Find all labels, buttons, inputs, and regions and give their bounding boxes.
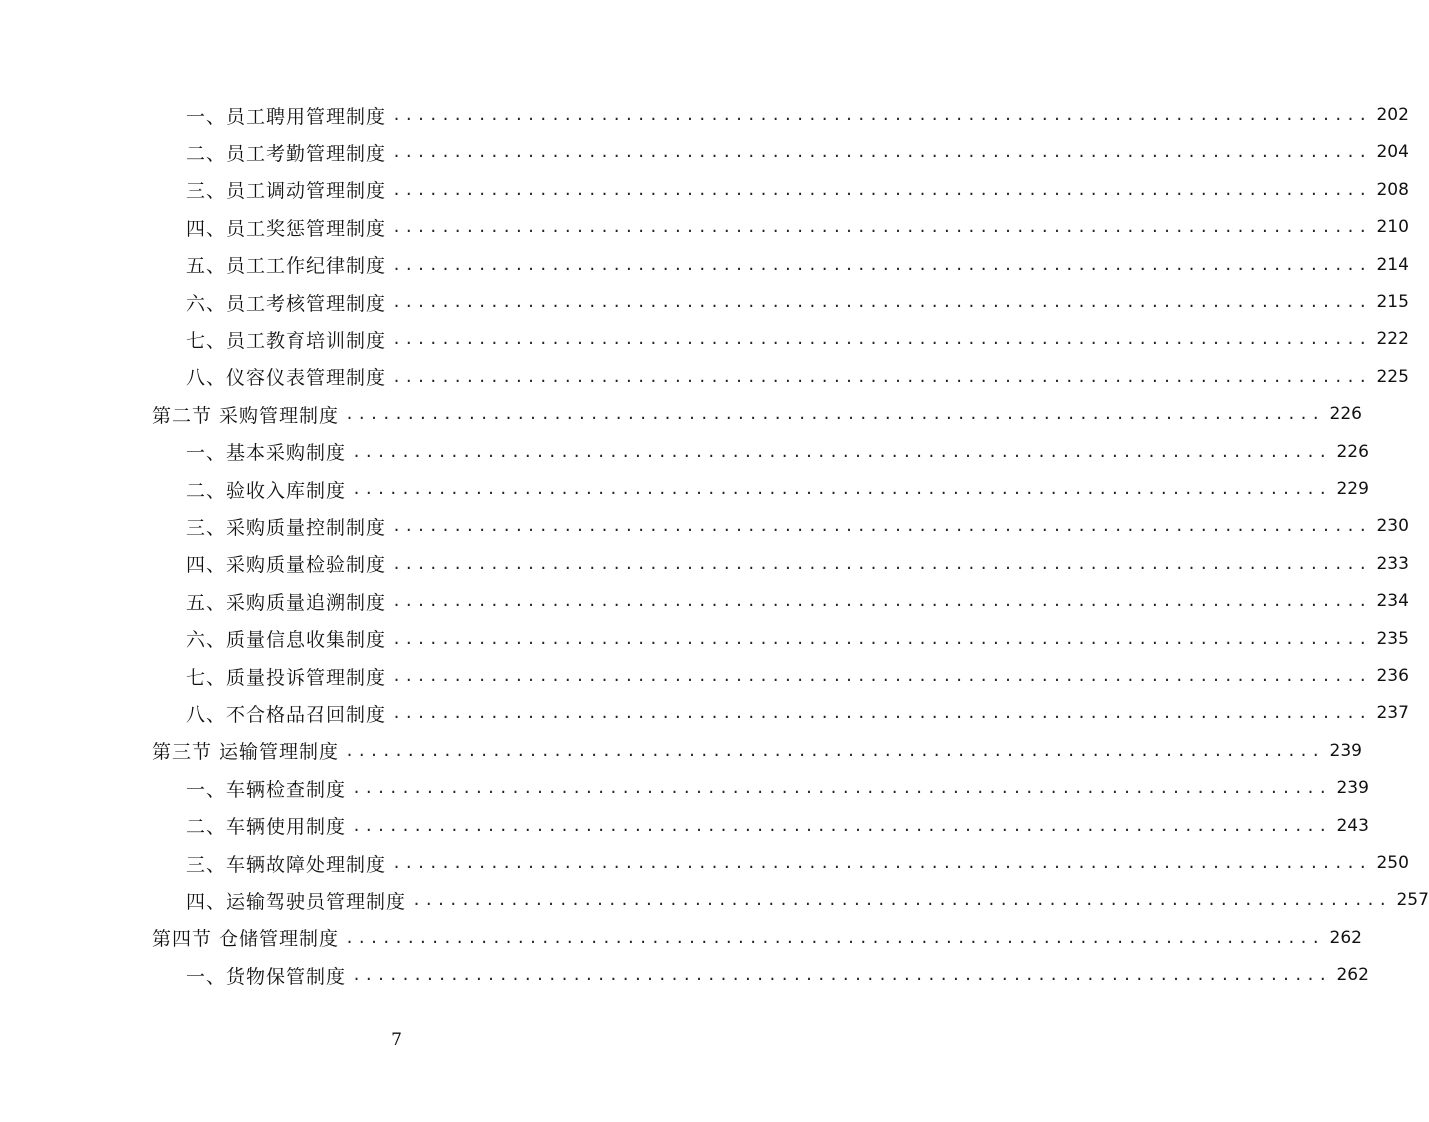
- toc-entry-page: 222: [1376, 329, 1409, 350]
- toc-entry-title: 四、运输驾驶员管理制度: [186, 890, 407, 913]
- dot-leader: ................................................................................: [392, 106, 1371, 124]
- toc-entry-title: 二、验收入库制度: [186, 479, 347, 502]
- dot-leader: ................................................................................: [352, 779, 1331, 798]
- toc-entry-page: 250: [1376, 853, 1409, 873]
- dot-leader: ................................................................................: [392, 517, 1371, 536]
- toc-entry-page: 243: [1336, 815, 1369, 836]
- toc-entry-page: 239: [1336, 778, 1369, 799]
- dot-leader: ................................................................................: [345, 741, 1324, 760]
- dot-leader: ................................................................................: [392, 180, 1371, 199]
- dot-leader: ................................................................................: [352, 816, 1331, 835]
- page-number: 7: [391, 1030, 402, 1050]
- toc-entry[interactable]: [186, 624, 1409, 654]
- toc-entry-page: 239: [1329, 740, 1362, 761]
- toc-entry-page: 204: [1376, 142, 1409, 163]
- toc-entry-page: 210: [1376, 217, 1409, 238]
- dot-leader: ................................................................................: [392, 255, 1371, 274]
- toc-entry-title: 第三节 运输管理制度: [152, 741, 340, 764]
- toc-entry[interactable]: [186, 661, 1409, 691]
- toc-entry[interactable]: [186, 362, 1409, 392]
- toc-entry-page: 237: [1376, 703, 1409, 724]
- toc-entry-page: 215: [1376, 292, 1409, 312]
- dot-leader: ................................................................................: [392, 592, 1371, 611]
- toc-entry[interactable]: [186, 811, 1369, 841]
- dot-leader: ................................................................................: [352, 480, 1331, 498]
- dot-leader: ................................................................................: [392, 704, 1371, 723]
- toc-entry-page: 214: [1376, 254, 1409, 275]
- toc-entry-title: 三、员工调动管理制度: [186, 180, 387, 203]
- toc-entry-page: 257: [1396, 890, 1429, 911]
- dot-leader: ................................................................................: [392, 330, 1371, 349]
- toc-entry[interactable]: [186, 586, 1409, 616]
- toc-entry[interactable]: [186, 848, 1409, 878]
- toc-entry-page: 225: [1376, 366, 1409, 387]
- dot-leader: ................................................................................: [392, 554, 1371, 573]
- toc-entry[interactable]: [186, 474, 1369, 504]
- dot-leader: ................................................................................: [412, 891, 1391, 910]
- toc-entry-page: 230: [1376, 516, 1409, 537]
- toc-entry-title: 七、质量投诉管理制度: [186, 666, 387, 689]
- toc-section-entry[interactable]: [152, 923, 1362, 953]
- toc-section-entry[interactable]: [152, 399, 1362, 429]
- toc-entry[interactable]: [186, 549, 1409, 579]
- toc-entry-page: 262: [1329, 927, 1362, 948]
- toc-entry-title: 四、采购质量检验制度: [186, 554, 387, 577]
- toc-entry-page: 235: [1376, 628, 1409, 649]
- toc-entry[interactable]: [186, 885, 1429, 915]
- toc-entry-title: 一、基本采购制度: [186, 442, 347, 465]
- dot-leader: ................................................................................: [392, 629, 1371, 648]
- dot-leader: ................................................................................: [345, 405, 1324, 424]
- toc-entry[interactable]: [186, 324, 1409, 354]
- toc-entry[interactable]: [186, 100, 1409, 130]
- toc-entry-title: 一、车辆检查制度: [186, 778, 347, 801]
- toc-entry-page: 202: [1376, 105, 1409, 125]
- toc-entry-title: 八、仪容仪表管理制度: [186, 367, 387, 390]
- toc-entry-title: 三、车辆故障处理制度: [186, 853, 387, 876]
- toc-entry[interactable]: [186, 698, 1409, 728]
- toc-entry[interactable]: [186, 212, 1409, 242]
- toc-entry-title: 五、采购质量追溯制度: [186, 591, 387, 614]
- toc-entry[interactable]: [186, 137, 1409, 167]
- toc-entry-title: 一、员工聘用管理制度: [186, 105, 387, 128]
- dot-leader: ................................................................................: [352, 442, 1331, 461]
- toc-entry-title: 二、车辆使用制度: [186, 816, 347, 839]
- toc-section-entry[interactable]: [152, 736, 1362, 766]
- toc-entry-title: 六、员工考核管理制度: [186, 292, 387, 315]
- dot-leader: ................................................................................: [392, 367, 1371, 386]
- toc-entry-title: 七、员工教育培训制度: [186, 329, 387, 352]
- dot-leader: ................................................................................: [392, 854, 1371, 872]
- toc-entry-title: 六、质量信息收集制度: [186, 629, 387, 652]
- toc-entry[interactable]: [186, 773, 1369, 803]
- dot-leader: ................................................................................: [392, 667, 1371, 685]
- toc-entry-title: 四、员工奖惩管理制度: [186, 217, 387, 240]
- toc-entry-page: 262: [1336, 965, 1369, 986]
- toc-entry-title: 八、不合格品召回制度: [186, 703, 387, 726]
- toc-entry-title: 第四节 仓储管理制度: [152, 928, 340, 951]
- toc-entry[interactable]: [186, 287, 1409, 317]
- dot-leader: ................................................................................: [345, 928, 1324, 947]
- toc-entry-title: 二、员工考勤管理制度: [186, 142, 387, 165]
- toc-entry-title: 三、采购质量控制制度: [186, 516, 387, 539]
- toc-entry-page: 208: [1376, 179, 1409, 200]
- toc-entry-title: 一、货物保管制度: [186, 965, 347, 988]
- toc-entry-page: 226: [1329, 404, 1362, 425]
- toc-entry-title: 五、员工工作纪律制度: [186, 255, 387, 278]
- toc-entry-title: 第二节 采购管理制度: [152, 404, 340, 427]
- toc-entry-page: 226: [1336, 441, 1369, 462]
- dot-leader: ................................................................................: [392, 218, 1371, 237]
- toc-entry[interactable]: [186, 511, 1409, 541]
- toc-entry-page: 236: [1376, 666, 1409, 686]
- toc-entry[interactable]: [186, 175, 1409, 205]
- toc-entry[interactable]: [186, 250, 1409, 280]
- toc-entry-page: 233: [1376, 553, 1409, 574]
- dot-leader: ................................................................................: [352, 966, 1331, 985]
- toc-entry[interactable]: [186, 960, 1369, 990]
- toc-entry-page: 229: [1336, 479, 1369, 499]
- toc-entry-page: 234: [1376, 591, 1409, 612]
- toc-entry[interactable]: [186, 437, 1369, 467]
- dot-leader: ................................................................................: [392, 293, 1371, 311]
- dot-leader: ................................................................................: [392, 143, 1371, 162]
